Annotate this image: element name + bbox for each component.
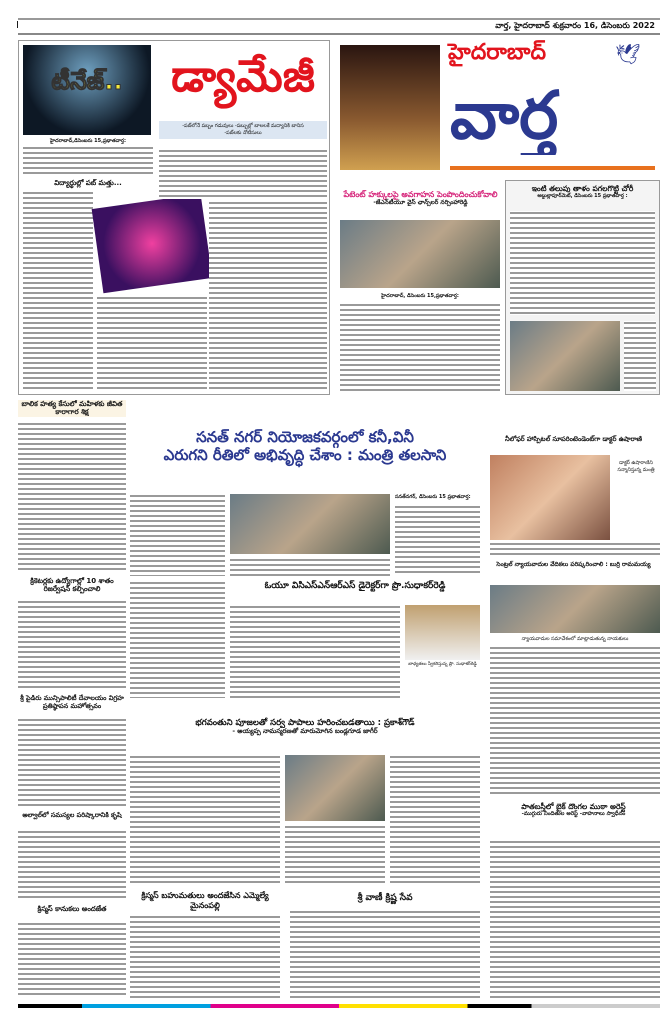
lawyers-headline: సెంట్రల్ న్యాయవాదుల వేదికలు పరిష్కరించాలి : బుర్రి రామమయ్య <box>496 561 651 568</box>
bhakti-heading <box>130 718 480 736</box>
theft-dateline: అబ్దుల్లాపూర్‌మెట్, డిసెంబరు 15 ప్రభాతవార్త : <box>537 193 628 199</box>
body-text <box>510 211 655 315</box>
patent-subhead: -జేఎన్‌టీయూ వైస్ ఛాన్స్‌లర్ నర్సింహారెడ్డి <box>373 199 468 207</box>
body-text <box>209 201 327 391</box>
body-text <box>624 321 656 391</box>
charminar-photo <box>340 45 440 170</box>
body-text <box>18 718 126 808</box>
body-text <box>18 422 126 572</box>
seva-headline: శ్రీ వాణీ క్రిష్ణ సేవ <box>357 893 413 903</box>
lead-subhead: విద్యార్థుల్లో పబ్ మత్తు... <box>54 179 122 187</box>
body-text <box>18 922 126 995</box>
usha-headline: నీలోఫర్ హాస్పిటల్ సూపరింటెండెంట్‌గా డాక్టర్ ఉషారాణి <box>504 435 643 443</box>
body-text <box>230 605 400 698</box>
masthead-name: వార్త <box>450 77 559 154</box>
body-text <box>23 146 153 176</box>
usha-photo <box>490 455 610 540</box>
lead-dateline: హైదరాబాద్,డిసెంబరు 15,ప్రభాతవార్త: <box>50 138 126 144</box>
center-headline: ఎరుగని రీతిలో అభివృద్ధి చేశాం : మంత్రి తలసాని <box>163 446 447 464</box>
usha-caption: డాక్టర్ ఉషారాణిని సన్మానిస్తున్న మంత్రి <box>617 460 655 473</box>
patent-dateline: హైదరాబాద్, డిసెంబరు 15,ప్రభాతవార్త: <box>381 293 459 299</box>
header-rule <box>18 33 660 35</box>
body-text <box>290 910 480 1000</box>
patent-photo <box>340 220 500 288</box>
body-text <box>490 542 660 558</box>
article-headline: అల్వాల్‌లో సమస్యల పరిష్కారానికి కృషి <box>22 811 122 819</box>
body-text <box>490 840 660 998</box>
article-headline: క్రిస్మస్ కానుకలు అందజేత <box>37 905 107 913</box>
bike-heading <box>487 802 660 818</box>
body-text <box>18 830 126 900</box>
patent-headline: పేటెంట్ హక్కులపై అవగాహన పెంపొందించుకోవాలి <box>343 189 498 199</box>
dove-icon: 🕊 <box>615 42 641 66</box>
top-rule <box>18 18 660 20</box>
lawyers-caption: న్యాయవాదుల సమావేశంలో మాట్లాడుతున్న నాయకులు <box>521 636 629 642</box>
article-headline: శ్రీ పైడిరు మున్సిపాలిటీ దేవాలయం విగ్రహ ప్రతిష్ఠాపన మహోత్సవం <box>20 694 124 710</box>
bhakti-subhead: - అయ్యప్ప నామస్మరణతో మారుమోగిన బండ్లగూడ జాగీర్ <box>232 727 378 736</box>
dateline: వార్త, హైదరాబాద్ శుక్రవారం 16, డిసెంబరు 2022 <box>495 21 655 30</box>
headline-damage: డ్యామేజీ <box>171 51 315 102</box>
pub-lights-photo <box>92 194 213 293</box>
center-headline: సనత్ నగర్ నియోజకవర్గంలో కనీ,వినీ <box>196 428 414 446</box>
body-text <box>130 494 225 576</box>
page-marker: I <box>16 20 19 31</box>
body-text <box>18 600 126 690</box>
minister-photo <box>230 494 390 554</box>
article-headline: బాలిక హత్య కేసులో మహిళకు జీవిత కారాగార శిక్ష <box>18 400 126 417</box>
ou-headline: ఓయూ విసిఎస్ఎన్ఆర్ఎస్ డైరెక్టర్‌గా ప్రొ.సుధాకర్‌రెడ్డి <box>264 581 446 591</box>
headline-teenage: టీనేజ్.. <box>51 67 123 95</box>
patent-heading <box>338 180 503 216</box>
lead-subheads <box>159 121 327 139</box>
body-text <box>23 191 93 391</box>
body-text <box>130 755 280 885</box>
body-text <box>97 296 207 391</box>
center-heading <box>130 428 480 464</box>
bike-headline: పాతబస్తీలో బైక్ దొంగల ముఠా అరెస్ట్ <box>521 802 626 811</box>
lawyers-photo <box>490 585 660 633</box>
left-column <box>18 400 126 1000</box>
body-text <box>130 581 225 698</box>
bike-subhead: -ముగ్గురు నిందితుల అరెస్ట్ -వాహనాలు స్వాధీనం <box>521 811 626 817</box>
masthead-rule <box>450 166 655 170</box>
body-text <box>490 646 660 796</box>
body-text <box>285 825 385 885</box>
theft-heading <box>506 184 659 199</box>
ou-caption: బాధ్యతలు స్వీకరిస్తున్న ప్రొ. సుధాకర్‌రెడ్డి <box>408 662 477 667</box>
theft-photo <box>510 321 620 391</box>
sudhakar-photo <box>405 605 480 660</box>
body-text <box>390 755 480 885</box>
body-text <box>230 558 390 576</box>
xmas-headline: క్రిస్మస్ బహుమతులు అందజేసిన ఎమ్మెల్యే మైనంపల్లి <box>141 891 269 910</box>
article-headline: క్రికెటర్లకు ఉద్యోగాల్లో 10 శాతం రిజర్వేషన్ కల్పించాలి <box>30 577 114 594</box>
theft-headline: ఇంటి తలుపు తాళం పగలగొట్టి చోరీ <box>531 184 634 193</box>
body-text <box>340 303 500 393</box>
subhead: -పబ్‌లోనే పబ్బం గడువులు -పబ్బుల్లో బాలలకే మద్యానికి బానిస <box>182 123 304 129</box>
subhead: -పబ్‌లకు నోటీసులు <box>224 130 262 136</box>
bhakti-headline: భగవంతుని పూజలతో సర్వ పాపాలు హరించబడతాయి : ప్రకాశ్‌గౌడ్ <box>195 718 415 728</box>
ayyappa-photo <box>285 755 385 821</box>
lead-article <box>18 40 330 395</box>
registration-bar <box>18 1004 660 1008</box>
body-text <box>130 915 280 1000</box>
masthead-city: హైదరాబాద్ <box>448 40 546 65</box>
body-text <box>159 149 327 199</box>
body-text <box>395 505 480 575</box>
center-dateline: సనత్‌నగర్, డిసెంబరు 15 ప్రభాతవార్త: <box>395 494 471 500</box>
theft-article <box>505 180 660 395</box>
